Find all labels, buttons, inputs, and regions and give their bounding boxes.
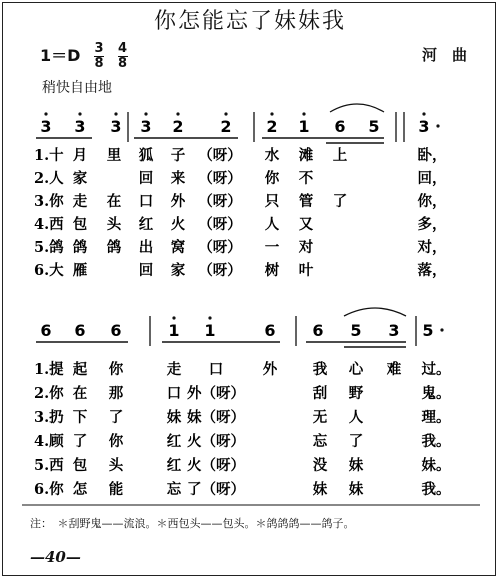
lyric: 人 [264, 216, 280, 233]
lyric: 5.鸽 [34, 239, 64, 256]
lyric: 走 [72, 193, 88, 210]
lyric: 回， [417, 170, 447, 187]
lyric: 2.你 [34, 385, 64, 402]
lyric: （呀） [198, 216, 242, 233]
lyric: 我。 [421, 481, 451, 498]
note: 1 [298, 117, 310, 136]
tempo-marking: 稍快自由地 [42, 80, 112, 96]
lyric: 了 [332, 193, 348, 210]
lyric: 水 [264, 147, 280, 164]
lyric: 人 [348, 409, 364, 426]
lyric: 又 [298, 216, 314, 233]
note: 1 [204, 321, 216, 340]
lyric: 鸽 [72, 239, 88, 256]
lyric: 在 [106, 193, 122, 210]
lyric: 头 [108, 457, 124, 474]
lyric: 野 [348, 385, 364, 402]
slur [330, 104, 384, 112]
lyric: 叶 [298, 262, 314, 279]
lyric: 3.你 [34, 193, 64, 210]
song-title: 你怎能忘了妹妹我 [153, 9, 346, 34]
note: 3 [140, 117, 152, 136]
lyric: 来 [170, 170, 186, 187]
lyric: 4.西 [34, 216, 64, 233]
lyric: 只 [264, 193, 280, 210]
lyric: 出 [138, 239, 154, 256]
lyric: 口 [166, 385, 182, 402]
lyric: 回 [138, 262, 154, 279]
note: 6 [110, 321, 122, 340]
note: 3 [110, 117, 122, 136]
time-sig-2-num: 4 [118, 41, 128, 56]
lyric: 起 [72, 361, 88, 378]
octave-dot-high [208, 316, 211, 319]
lyric: 忘 [166, 481, 182, 498]
lyric: 红 [166, 457, 182, 474]
note: 5 [368, 117, 380, 136]
lyric: 妹 [312, 481, 328, 498]
lyric: 窝 [170, 239, 186, 256]
note: 3 [418, 117, 430, 136]
time-sig-1-den: 8 [94, 56, 104, 71]
lyric: （呀） [198, 262, 242, 279]
augmentation-dot [440, 328, 443, 331]
octave-dot-high [270, 112, 273, 115]
octave-dot-high [78, 112, 81, 115]
lyric: 口 [138, 193, 154, 210]
lyric: 多， [417, 216, 447, 233]
note: 2 [172, 117, 184, 136]
lyric: 能 [108, 481, 124, 498]
lyric: （呀） [198, 193, 242, 210]
lyric: （呀） [198, 147, 242, 164]
lyric: （呀） [198, 170, 242, 187]
lyric: 里 [106, 147, 122, 164]
lyric: 红 [166, 433, 182, 450]
lyric: 外（呀） [187, 385, 245, 402]
lyric: 过。 [421, 361, 451, 378]
note: 6 [264, 321, 276, 340]
note: 6 [334, 117, 346, 136]
lyric: 心 [348, 361, 364, 378]
lyric: 外 [262, 361, 278, 378]
note: 3 [40, 117, 52, 136]
octave-dot-high [44, 112, 47, 115]
octave-dot-high [176, 112, 179, 115]
lyric: 雁 [72, 262, 88, 279]
lyric: 对 [298, 239, 314, 256]
lyric: 月 [72, 147, 88, 164]
lyric: 口 [208, 361, 224, 378]
lyric: 刮 [312, 385, 328, 402]
lyric: 了（呀） [187, 481, 245, 498]
lyric: 包 [72, 457, 88, 474]
lyric: 5.西 [34, 457, 64, 474]
lyric: 3.扔 [34, 409, 64, 426]
lyric: 忘 [312, 433, 328, 450]
note: 2 [220, 117, 232, 136]
lyric: 了 [108, 409, 124, 426]
lyric: 鸽 [106, 239, 122, 256]
lyric: 6.你 [34, 481, 64, 498]
octave-dot-high [114, 112, 117, 115]
note: 5 [422, 321, 434, 340]
lyric: 那 [108, 385, 124, 402]
lyric: 红 [138, 216, 154, 233]
lyric: 6.大 [34, 262, 64, 279]
octave-dot-high [172, 316, 175, 319]
lyric: 不 [298, 170, 314, 187]
lyric: 包 [72, 216, 88, 233]
page-number: —40— [30, 548, 81, 566]
lyric: 管 [298, 193, 314, 210]
lyric: 难 [386, 361, 402, 378]
lyric: 滩 [298, 147, 314, 164]
lyric: 4.顾 [34, 433, 64, 450]
lyric: 对， [417, 239, 447, 256]
lyric: 在 [72, 385, 88, 402]
lyric: 妹 [348, 481, 364, 498]
lyric: 一 [264, 239, 280, 256]
lyric: 家 [72, 170, 88, 187]
lyric: 1.提 [34, 361, 64, 378]
lyric: 卧， [417, 147, 447, 164]
note: 6 [312, 321, 324, 340]
note: 5 [350, 321, 362, 340]
lyric: 妹（呀） [187, 409, 245, 426]
octave-dot-high [302, 112, 305, 115]
lyric: 家 [170, 262, 186, 279]
lyric: 了 [72, 433, 88, 450]
lyric: 2.人 [34, 170, 64, 187]
lyric: 你 [108, 361, 124, 378]
lyric: 回 [138, 170, 154, 187]
footnote: 注： ＊刮野鬼——流浪。＊西包头——包头。＊鸽鸽鸽——鸽子。 [30, 517, 355, 530]
octave-dot-high [422, 112, 425, 115]
lyric: 我 [312, 361, 328, 378]
octave-dot-high [224, 112, 227, 115]
note: 2 [266, 117, 278, 136]
lyric: 你 [264, 170, 280, 187]
note: 1 [168, 321, 180, 340]
note: 3 [74, 117, 86, 136]
lyric: 妹 [348, 457, 364, 474]
note: 6 [40, 321, 52, 340]
lyric: 狐 [138, 147, 154, 164]
lyric: 子 [170, 147, 186, 164]
lyric: 上 [332, 147, 348, 164]
octave-dot-high [144, 112, 147, 115]
lyric: 树 [264, 262, 280, 279]
note: 6 [74, 321, 86, 340]
time-sig-2-den: 8 [118, 56, 128, 71]
lyric: 走 [166, 361, 182, 378]
lyric: 火 [170, 216, 186, 233]
key-label: 1＝D [40, 46, 81, 65]
time-sig-1-num: 3 [94, 41, 104, 56]
lyric: 妹 [166, 409, 182, 426]
lyric: 怎 [72, 481, 88, 498]
augmentation-dot [436, 124, 439, 127]
lyric: 无 [312, 409, 328, 426]
note: 3 [388, 321, 400, 340]
lyric: 1.十 [34, 147, 64, 164]
lyric: 你 [108, 433, 124, 450]
lyric: 妹。 [421, 457, 451, 474]
lyric: 了 [348, 433, 364, 450]
lyric: 下 [72, 409, 88, 426]
lyric: 头 [106, 216, 122, 233]
lyric: 鬼。 [421, 385, 451, 402]
slur [344, 308, 406, 316]
lyric: 理。 [421, 409, 451, 426]
lyric: 火（呀） [187, 457, 245, 474]
lyric: 没 [312, 457, 328, 474]
lyric: 火（呀） [187, 433, 245, 450]
credit: 河 曲 [422, 46, 468, 64]
lyric: 我。 [421, 433, 451, 450]
lyric: 外 [170, 193, 186, 210]
lyric: （呀） [198, 239, 242, 256]
lyric: 落， [417, 262, 447, 279]
lyric: 你， [417, 193, 447, 210]
